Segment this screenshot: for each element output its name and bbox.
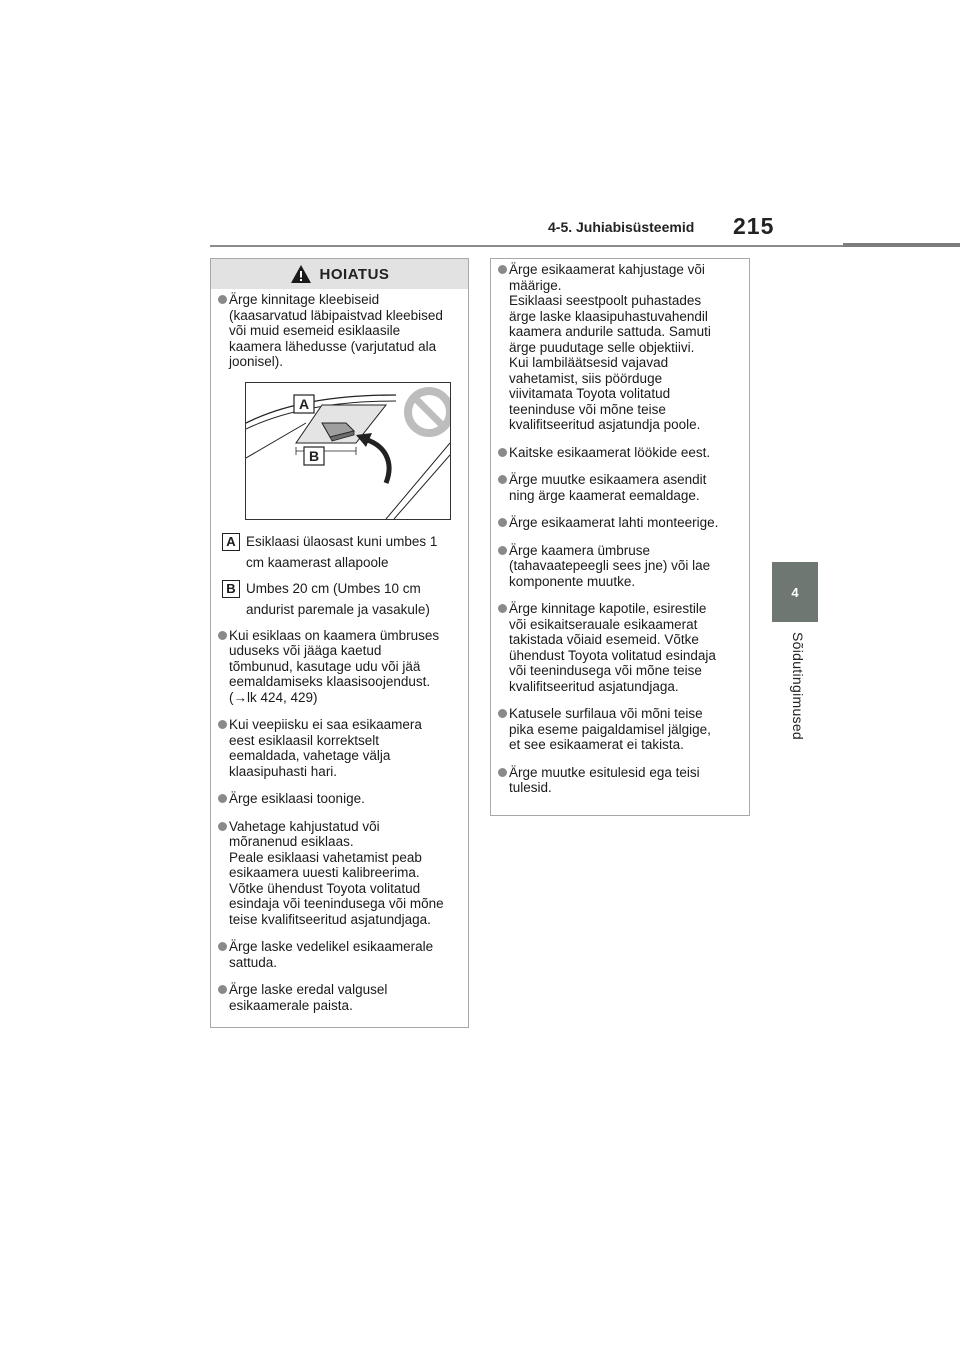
bullet-icon — [498, 475, 507, 484]
list-item: Ärge kinnitage kleebiseid (kaasarvatud läbipaistvad kleebised või muid esemeid esiklaasile kaamera lähedusse (varjutatud ala joonisel). — [218, 292, 454, 370]
warning-title: HOIATUS — [319, 265, 390, 283]
bullet-icon — [218, 942, 227, 951]
camera-area-figure — [245, 382, 451, 520]
figure-label-b: B — [308, 447, 320, 464]
list-item: Ärge laske eredal valgusel esikaamerale paista. — [218, 982, 454, 1013]
legend-item-a: A Esiklaasi ülaosast kuni umbes 1 cm kaamerast allapoole — [222, 531, 454, 573]
bullet-icon — [498, 546, 507, 555]
chapter-label: Sõidutingimused — [790, 632, 806, 741]
list-item: Vahetage kahjustatud või mõranenud esiklaas. Peale esiklaasi vahetamist peab esikaamera uuesti kalibreerima. Võtke ühendust Toyota volitatud esindaja või teenindusega või mõne teise kvalifitseeritud asjatundjaga. — [218, 819, 454, 928]
list-item: Ärge esikaamerat lahti monteerige. — [498, 515, 735, 531]
bullet-icon — [498, 768, 507, 777]
header-rule — [210, 245, 843, 247]
bullet-icon — [218, 720, 227, 729]
list-item: Kui esiklaas on kaamera ümbruses uduseks või jääga kaetud tõmbunud, kasutage udu või jää eemaldamiseks klaasisoojendust. (→lk 424, 429) — [218, 628, 454, 706]
windshield-illustration — [246, 383, 450, 519]
list-item: Ärge muutke esitulesid ega teisi tulesid. — [498, 765, 735, 796]
figure-label-a: A — [298, 395, 310, 412]
list-item: Kui veepiisku ei saa esikaamera eest esiklaasil korrektselt eemaldada, vahetage välja klaasipuhasti hari. — [218, 717, 454, 779]
list-item: Ärge esiklaasi toonige. — [218, 791, 454, 807]
legend-item-b: B Umbes 20 cm (Umbes 10 cm andurist paremale ja vasakule) — [222, 578, 454, 620]
chapter-tab — [772, 562, 818, 622]
bullet-icon — [498, 265, 507, 274]
chapter-number: 4 — [791, 584, 799, 600]
figure-legend — [222, 531, 454, 620]
warning-header — [211, 259, 468, 289]
warning-list-left — [211, 289, 468, 1013]
bullet-icon — [218, 631, 227, 640]
list-item: Kaitske esikaamerat löökide eest. — [498, 445, 735, 461]
list-item: Ärge esikaamerat kahjustage või määrige. Esiklaasi seestpoolt puhastades ärge laske klaasipuhastuvahendil kaamera andurile sattuda. Samuti ärge puudutage selle objektiivi. Kui lambiläätsesid vajavad vahetamist, siis pöörduge viivitamata Toyota volitatud teeninduse või mõne teise kvalifitseeritud asjatundja poole. — [498, 262, 735, 433]
page-number: 215 — [733, 213, 775, 239]
warning-box-left — [210, 258, 469, 1028]
bullet-icon — [498, 709, 507, 718]
bullet-icon — [218, 985, 227, 994]
list-item: Ärge kaamera ümbruse (tahavaatepeegli sees jne) või lae komponente muutke. — [498, 543, 735, 590]
bullet-icon — [498, 518, 507, 527]
warning-box-right — [490, 258, 750, 816]
list-item: Ärge kinnitage kapotile, esirestile või esikaitserauale esikaamerat takistada võiaid esemeid. Võtke ühendust Toyota volitatud esindaja või teenindusega või mõne teise kvalifitseeritud asjatundjaga. — [498, 601, 735, 694]
bullet-icon — [498, 604, 507, 613]
bullet-icon — [218, 794, 227, 803]
list-item: Ärge laske vedelikel esikaamerale sattuda. — [218, 939, 454, 970]
bullet-icon — [498, 448, 507, 457]
section-title: 4-5. Juhiabisüsteemid — [548, 219, 695, 235]
list-item: Katusele surfilaua või mõni teise pika eseme paigaldamisel jälgige, et see esikaamerat ei takista. — [498, 706, 735, 753]
header-rule-accent — [843, 243, 960, 247]
list-item: Ärge muutke esikaamera asendit ning ärge kaamerat eemaldage. — [498, 472, 735, 503]
legend-letter-a: A — [222, 533, 240, 551]
legend-letter-b: B — [222, 580, 240, 598]
warning-triangle-icon — [290, 264, 312, 284]
bullet-icon — [218, 295, 227, 304]
bullet-icon — [218, 822, 227, 831]
warning-list-right — [491, 259, 749, 796]
